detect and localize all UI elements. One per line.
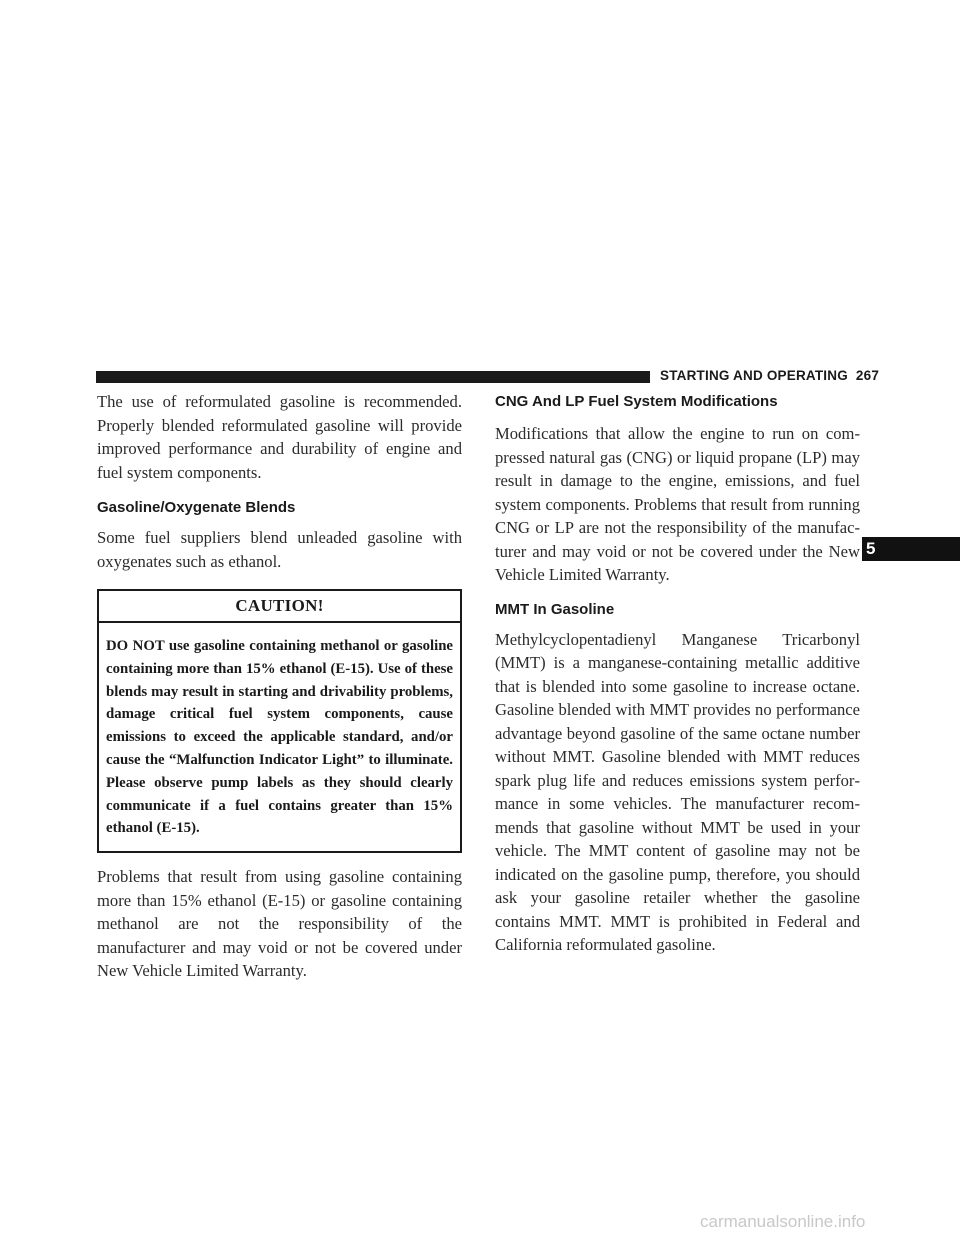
running-header [660,368,879,383]
section-title: STARTING AND OPERATING [660,368,848,383]
cng-heading: CNG And LP Fuel System Modifications [495,393,778,410]
mmt-heading: MMT In Gasoline [495,600,615,618]
intro-paragraph: The use of reformulated gasoline is recommended. Properly blended reformulated gasoline will provide improved performance and durability of engine and fuel system components. [97,392,462,482]
mmt-paragraph: Methylcyclopentadienyl Manganese Tricarbonyl (MMT) is a manganese-containing metallic additive that is blended into some gasoline to increase octane. Gasoline blended with MMT provides no performance advantage beyond gasoline of the same octane number without MMT. Gasoline blended with MMT reduces spark plug life and reduces emissions system performance in some vehicles. The manufacturer recommends that gasoline without MMT be used in your vehicle. The MMT content of gasoline may not be indicated on the gasoline pump, therefore, you should ask your gasoline retailer whether the gasoline contains MMT. MMT is prohibited in Federal and California reformulated gasoline. [495,629,860,954]
oxygenate-paragraph: Some fuel suppliers blend unleaded gasoline with oxygenates such as ethanol. [97,528,462,571]
watermark-text: carmanualsonline.info [700,1212,866,1231]
header-rule [96,371,650,383]
page-number: 267 [855,368,880,383]
left-column [97,390,462,983]
problems-paragraph: Problems that result from using gasoline containing more than 15% ethanol (E-15) or gasoline containing methanol are not the responsibility of the manufacturer and may void or not be covered under New Vehicle Limited Warranty. [97,867,462,981]
chapter-tab: 5 [862,537,960,561]
caution-text: DO NOT use gasoline containing methanol or gasoline containing more than 15% ethanol (E-15). Use of these blends may result in starting and drivability problems, damage critical fuel system components, cause emissions to exceed the applicable standard, and/or cause the “Malfunction Indicator Light” to illuminate. Please observe pump labels as they should clearly communicate if a fuel contains greater than 15% ethanol (E-15). [106,638,453,837]
right-column [495,390,860,957]
cng-paragraph: Modifications that allow the engine to run on compressed natural gas (CNG) or liquid propane (LP) may result in damage to the engine, emissions, and fuel system components. Problems that result from running CNG or LP are not the responsibility of the manufacturer and may void or not be covered under the New Vehicle Limited Warranty. [495,424,860,584]
oxygenate-heading: Gasoline/Oxygenate Blends [97,499,296,516]
caution-box [97,589,462,853]
caution-title: CAUTION! [99,591,460,623]
